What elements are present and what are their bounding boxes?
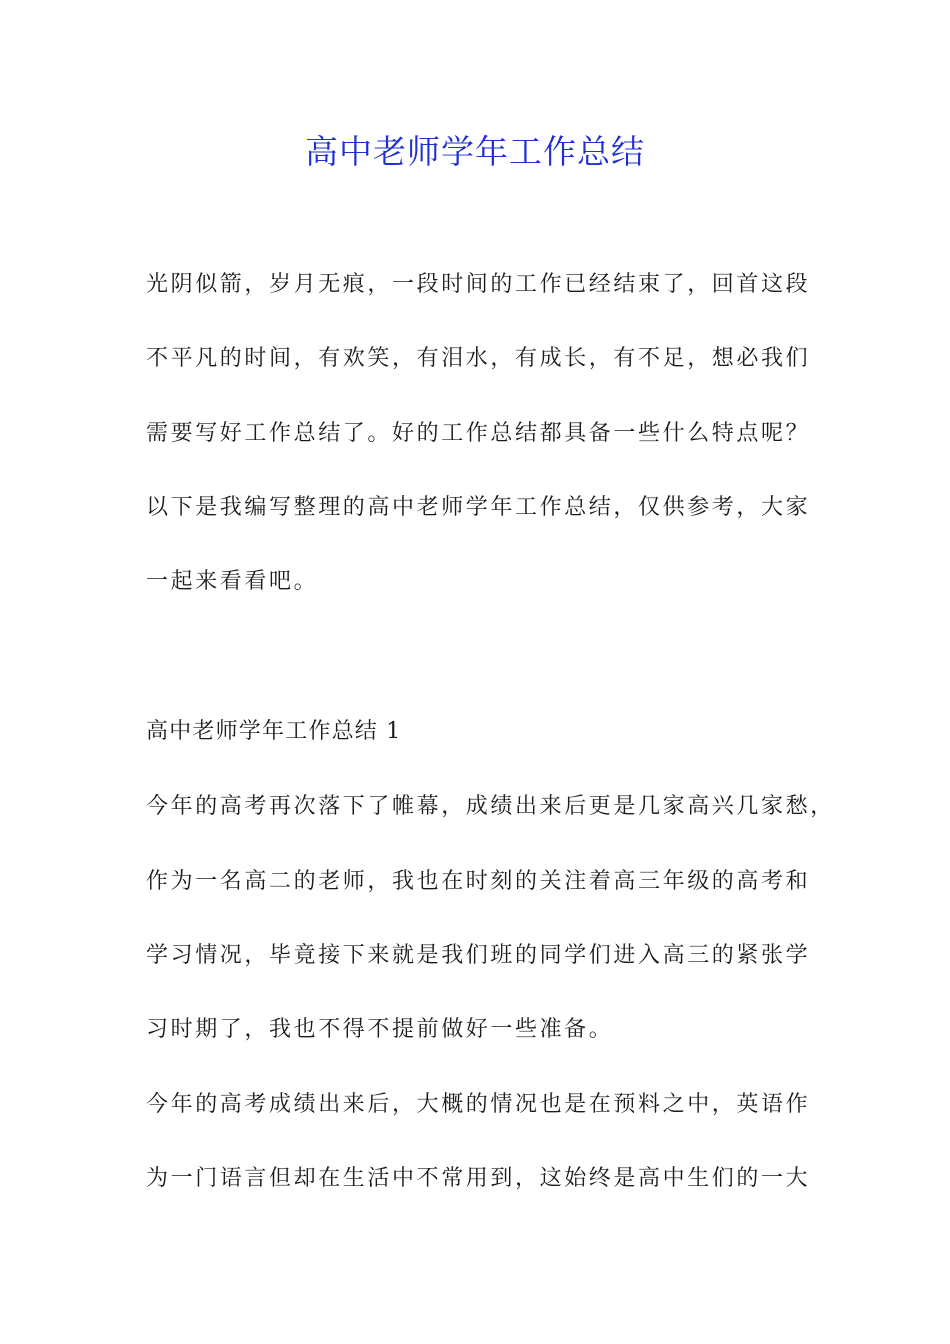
document-title: 高中老师学年工作总结 bbox=[305, 132, 645, 171]
body-line: 作为一名高二的老师，我也在时刻的关注着高三年级的高考和 bbox=[146, 869, 811, 894]
body-line: 为一门语言但却在生活中不常用到，这始终是高中生们的一大 bbox=[146, 1166, 811, 1191]
intro-line: 以下是我编写整理的高中老师学年工作总结，仅供参考，大家 bbox=[146, 495, 811, 520]
section-heading: 高中老师学年工作总结 1 bbox=[146, 719, 402, 744]
body-line: 学习情况，毕竟接下来就是我们班的同学们进入高三的紧张学 bbox=[146, 943, 811, 968]
intro-line: 不平凡的时间，有欢笑，有泪水，有成长，有不足，想必我们 bbox=[146, 346, 811, 371]
intro-line: 光阴似箭，岁月无痕，一段时间的工作已经结束了，回首这段 bbox=[146, 272, 811, 297]
body-line: 今年的高考再次落下了帷幕，成绩出来后更是几家高兴几家愁， bbox=[146, 794, 835, 819]
body-line: 习时期了，我也不得不提前做好一些准备。 bbox=[146, 1017, 614, 1042]
intro-line: 一起来看看吧。 bbox=[146, 569, 319, 594]
intro-line: 需要写好工作总结了。好的工作总结都具备一些什么特点呢？ bbox=[146, 421, 811, 446]
body-line: 今年的高考成绩出来后，大概的情况也是在预料之中，英语作 bbox=[146, 1092, 811, 1117]
